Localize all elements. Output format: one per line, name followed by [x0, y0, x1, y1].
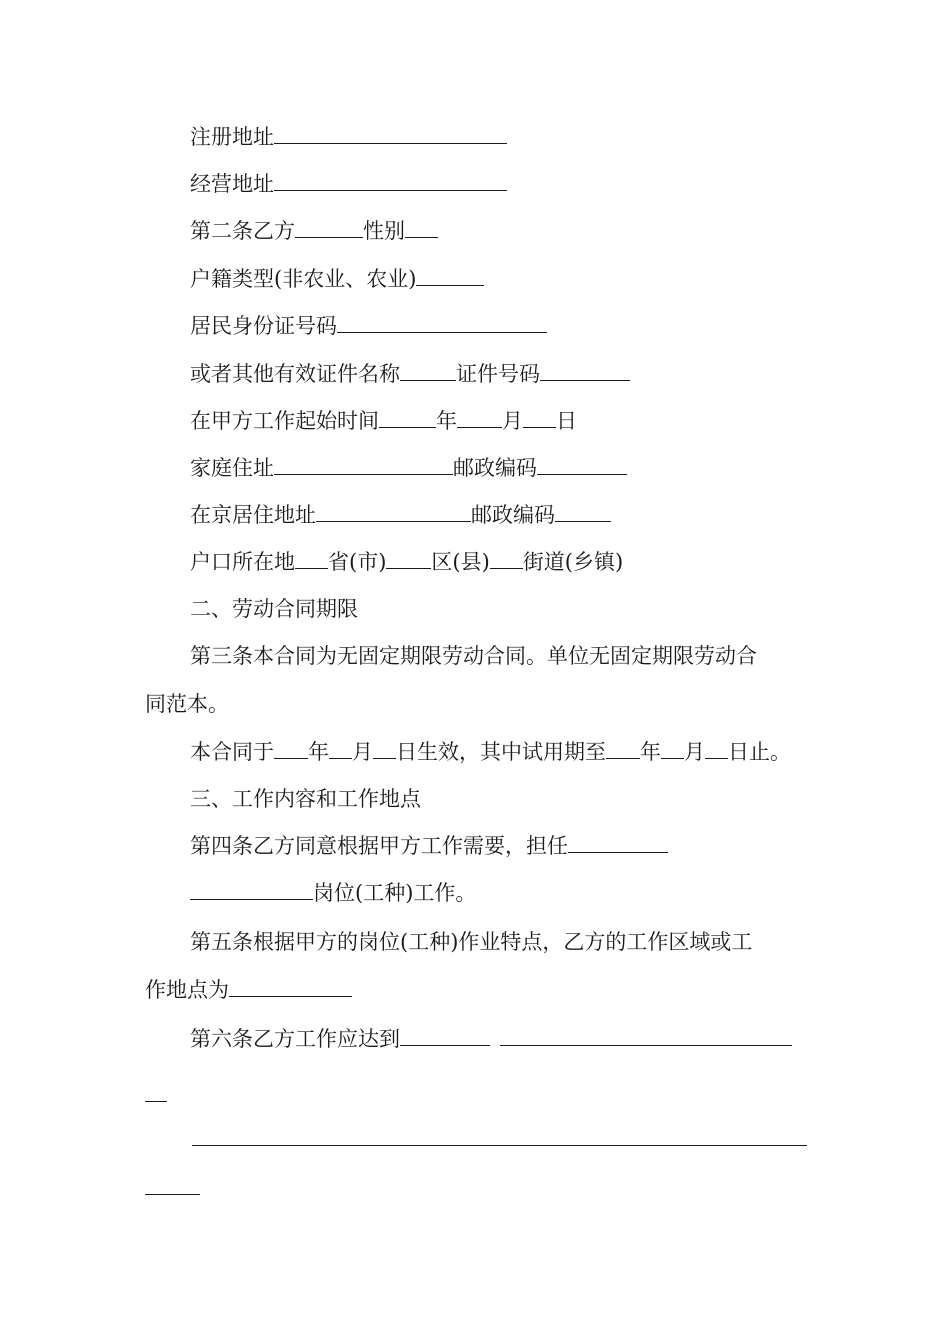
article-six-label: 第六条乙方工作应达到 [190, 1027, 400, 1051]
party-b-line [190, 216, 438, 246]
hukou-district-blank [386, 548, 431, 569]
article-five-line2 [145, 975, 352, 1005]
probation-label: 日生效，其中试用期至 [396, 740, 606, 764]
gender-label: 性别 [363, 219, 405, 243]
position-suffix: 岗位(工种)工作。 [313, 881, 477, 905]
business-address-blank [274, 170, 507, 191]
id-number-line [190, 311, 547, 341]
effective-month-blank [329, 738, 352, 759]
work-standard-blank-4 [192, 1145, 807, 1146]
business-address-line [190, 169, 507, 199]
other-id-line [190, 359, 630, 389]
home-address-line [190, 453, 627, 483]
other-id-number-label: 证件号码 [456, 362, 540, 386]
work-location-label: 作地点为 [145, 978, 229, 1002]
id-number-blank [337, 312, 547, 333]
month-label: 月 [502, 409, 523, 433]
effective-date-line [190, 737, 791, 767]
article-six-line1 [190, 1024, 792, 1054]
probation-month-blank [661, 738, 684, 759]
probation-day-blank [705, 738, 728, 759]
probation-month-label: 月 [684, 740, 705, 764]
province-label: 省(市) [328, 550, 387, 574]
registered-address-blank [274, 123, 507, 144]
effective-year-label: 年 [308, 740, 329, 764]
hukou-label: 户口所在地 [190, 550, 295, 574]
start-month-blank [457, 407, 502, 428]
work-standard-blank-2 [500, 1025, 792, 1046]
work-standard-blank-1 [400, 1025, 490, 1046]
article-three-line2: 同范本。 [145, 692, 229, 716]
beijing-address-line [190, 500, 611, 530]
party-b-label: 第二条乙方 [190, 219, 295, 243]
hukou-line [190, 547, 623, 577]
beijing-postcode-blank [555, 501, 611, 522]
beijing-postcode-label: 邮政编码 [471, 503, 555, 527]
home-address-blank [274, 454, 453, 475]
household-type-blank [416, 265, 484, 286]
effective-month-label: 月 [352, 740, 373, 764]
street-label: 街道(乡镇) [522, 550, 624, 574]
day-label: 日 [556, 409, 577, 433]
beijing-address-blank [316, 501, 471, 522]
article-four-label: 第四条乙方同意根据甲方工作需要，担任 [190, 834, 568, 858]
article-three-line1: 第三条本合同为无固定期限劳动合同。单位无固定期限劳动合 [190, 644, 757, 668]
work-standard-blank-3 [145, 1101, 167, 1102]
probation-end-label: 日止。 [728, 740, 791, 764]
start-date-line [190, 406, 577, 436]
id-number-label: 居民身份证号码 [190, 314, 337, 338]
household-type-label: 户籍类型(非农业、农业) [190, 267, 417, 291]
article-four-line1 [190, 831, 668, 861]
business-address-label: 经营地址 [190, 172, 274, 196]
gender-blank [405, 217, 438, 238]
start-date-label: 在甲方工作起始时间 [190, 409, 379, 433]
home-postcode-label: 邮政编码 [453, 456, 537, 480]
probation-year-label: 年 [640, 740, 661, 764]
beijing-address-label: 在京居住地址 [190, 503, 316, 527]
registered-address-line [190, 122, 507, 152]
home-address-label: 家庭住址 [190, 456, 274, 480]
year-label: 年 [436, 409, 457, 433]
start-day-blank [523, 407, 556, 428]
effective-year-blank [274, 738, 308, 759]
party-b-name-blank [295, 217, 363, 238]
work-standard-blank-5 [145, 1194, 200, 1195]
position-blank-2 [190, 879, 313, 900]
home-postcode-blank [537, 454, 627, 475]
hukou-province-blank [295, 548, 328, 569]
article-four-line2 [190, 878, 476, 908]
article-five-line1: 第五条根据甲方的岗位(工种)作业特点，乙方的工作区域或工 [190, 930, 753, 954]
position-blank-1 [568, 832, 668, 853]
other-id-name-blank [400, 360, 456, 381]
section-heading-work: 三、工作内容和工作地点 [190, 787, 421, 811]
start-year-blank [379, 407, 436, 428]
household-type-line [190, 264, 484, 294]
effective-day-blank [373, 738, 396, 759]
hukou-street-blank [490, 548, 523, 569]
work-location-blank [229, 976, 352, 997]
district-label: 区(县) [431, 550, 490, 574]
other-id-number-blank [540, 360, 630, 381]
registered-address-label: 注册地址 [190, 125, 274, 149]
section-heading-term: 二、劳动合同期限 [190, 597, 358, 621]
effective-label: 本合同于 [190, 740, 274, 764]
other-id-label: 或者其他有效证件名称 [190, 362, 400, 386]
probation-year-blank [606, 738, 640, 759]
